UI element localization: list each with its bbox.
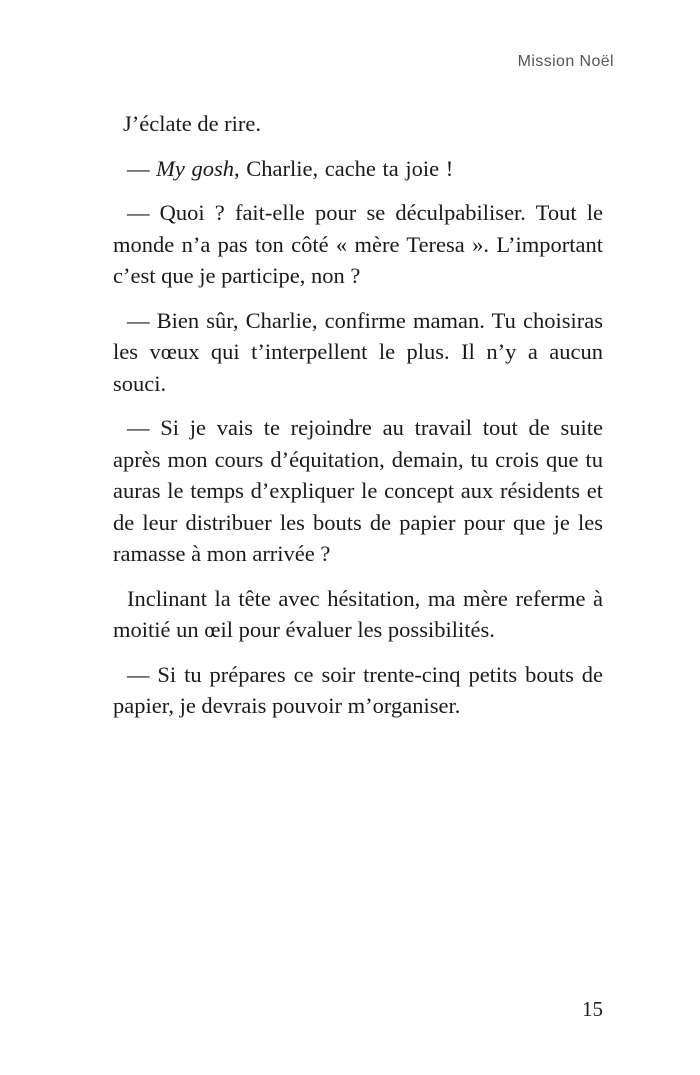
italic-phrase: My gosh [156, 155, 234, 181]
paragraph-7: — Si tu prépares ce soir trente-cinq petits bouts de papier, je devrais pouvoir m’organiser. [113, 661, 603, 718]
paragraph-1: J’éclate de rire. [123, 111, 262, 136]
running-header: Mission Noël [517, 53, 614, 70]
paragraph-6: Inclinant la tête avec hésitation, ma mère referme à moitié un œil pour évaluer les possibilités. [113, 585, 603, 642]
dialogue-dash: — [127, 155, 150, 181]
paragraph-4: — Bien sûr, Charlie, confirme maman. Tu choisiras les vœux qui t’interpellent le plus. Il n’y a aucun souci. [113, 307, 603, 396]
paragraph-2 [113, 153, 603, 185]
page-body [113, 108, 603, 735]
paragraph-3: — Quoi ? fait-elle pour se déculpabiliser. Tout le monde n’a pas ton côté « mère Teresa ». L’important c’est que je participe, non ? [113, 200, 603, 288]
paragraph-5: — Si je vais te rejoindre au travail tout de suite après mon cours d’équitation, demain, tu crois que tu auras le temps d’expliquer le concept aux résidents et de leur distribuer les bouts de papier pour que je les ramasse à mon arrivée ? [113, 415, 603, 566]
paragraph-2-rest: , Charlie, cache ta joie ! [234, 155, 454, 181]
page-number: 15 [582, 997, 603, 1021]
